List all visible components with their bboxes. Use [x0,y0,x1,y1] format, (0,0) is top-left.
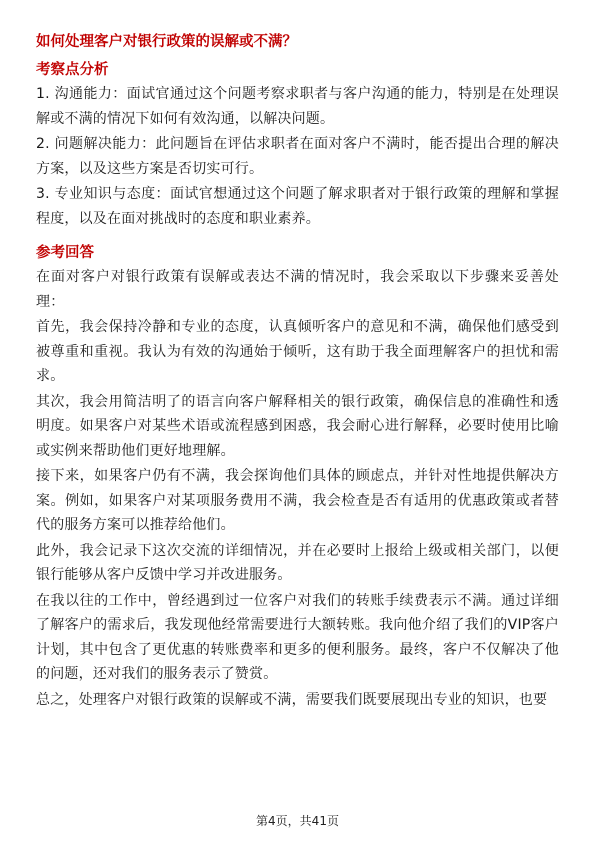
answer-paragraph: 在面对客户对银行政策有误解或表达不满的情况时，我会采取以下步骤来妥善处理： [36,269,559,310]
analysis-heading: 考察点分析 [36,62,109,78]
answer-paragraph: 此外，我会记录下这次交流的详细情况，并在必要时上报给上级或相关部门，以便银行能够从客户反馈中学习并改进服务。 [36,542,559,583]
answer-paragraph: 总之，处理客户对银行政策的误解或不满，需要我们既要展现出专业的知识，也要 [36,691,548,708]
document-page [36,30,559,713]
analysis-item: 2. 问题解决能力：此问题旨在评估求职者在面对客户不满时，能否提出合理的解决方案，以及这些方案是否切实可行。 [36,136,559,177]
analysis-item: 1. 沟通能力：面试官通过这个问题考察求职者与客户沟通的能力，特别是在处理误解或不满的情况下如何有效沟通，以解决问题。 [36,86,559,127]
question-title: 如何处理客户对银行政策的误解或不满？ [36,34,297,50]
answer-paragraph: 接下来，如果客户仍有不满，我会探询他们具体的顾虑点，并针对性地提供解决方案。例如，如果客户对某项服务费用不满，我会检查是否有适用的优惠政策或者替代的服务方案可以推荐给他们。 [36,468,559,533]
answer-heading: 参考回答 [36,245,94,261]
answer-paragraph: 其次，我会用简洁明了的语言向客户解释相关的银行政策，确保信息的准确性和透明度。如果客户对某些术语或流程感到困惑，我会耐心进行解释，必要时使用比喻或实例来帮助他们更好地理解。 [36,393,559,459]
answer-body [36,265,559,712]
page-number-footer: 第4页，共41页 [256,814,339,828]
analysis-list [36,82,559,231]
answer-paragraph: 在我以往的工作中，曾经遇到过一位客户对我们的转账手续费表示不满。通过详细了解客户的需求后，我发现他经常需要进行大额转账。我向他介绍了我们的VIP客户计划，其中包含了更优惠的转账费率和更多的便利服务。最终，客户不仅解决了他的问题，还对我们的服务表示了赞赏。 [36,592,559,682]
analysis-item: 3. 专业知识与态度：面试官想通过这个问题了解求职者对于银行政策的理解和掌握程度，以及在面对挑战时的态度和职业素养。 [36,186,559,227]
answer-paragraph: 首先，我会保持冷静和专业的态度，认真倾听客户的意见和不满，确保他们感受到被尊重和重视。我认为有效的沟通始于倾听，这有助于我全面理解客户的担忧和需求。 [36,319,559,384]
